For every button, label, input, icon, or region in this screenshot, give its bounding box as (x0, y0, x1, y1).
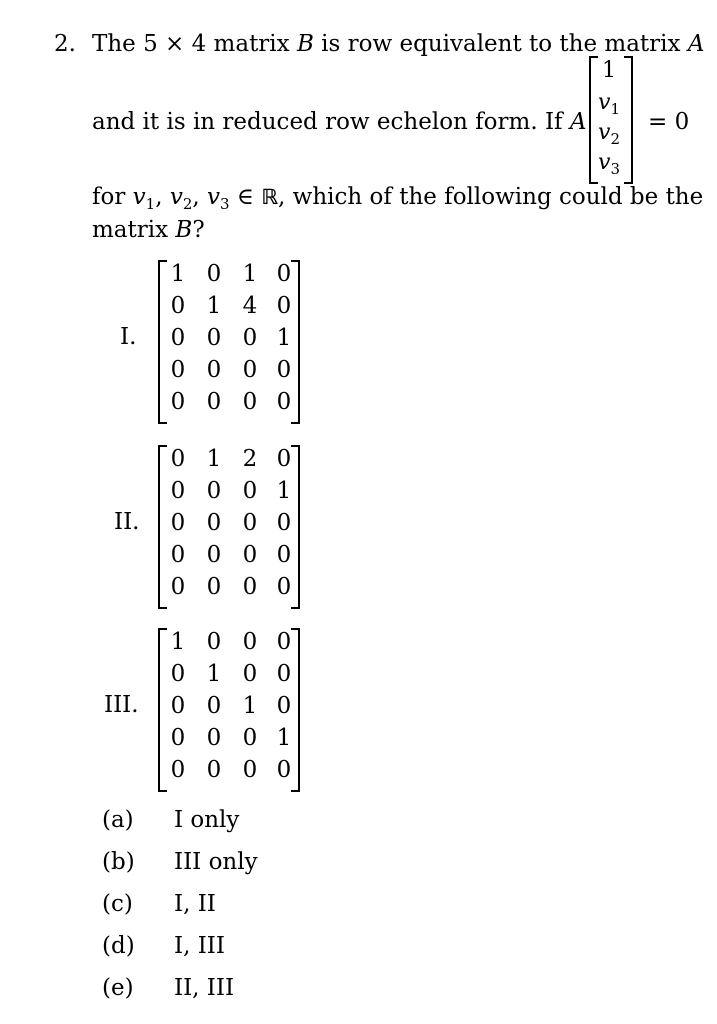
matrix-cell: 0 (276, 629, 292, 655)
vector-entry-1: 1 (602, 58, 616, 83)
matrix-cell: 0 (242, 357, 258, 383)
matrix-b-symbol: B (296, 31, 314, 57)
choice-d-letter[interactable]: (d) (102, 933, 135, 959)
matrix-cell: 0 (242, 757, 258, 783)
question-line-2 (92, 108, 587, 136)
matrix-cell: 0 (170, 446, 186, 472)
line2-text: and it is in reduced row echelon form. If (92, 109, 570, 135)
matrix-cell: 0 (170, 510, 186, 536)
choice-a-letter[interactable]: (a) (102, 807, 134, 833)
equals-zero: = 0 (648, 109, 690, 135)
matrix-cell: 0 (170, 478, 186, 504)
matrix-cell: 0 (276, 661, 292, 687)
matrix-cell: 0 (170, 357, 186, 383)
matrix-cell: 0 (276, 693, 292, 719)
matrix-cell: 0 (242, 325, 258, 351)
matrix-cell: 1 (276, 725, 292, 751)
matrix-cell: 1 (276, 478, 292, 504)
matrix-label-ii: II. (114, 509, 140, 535)
question-number: 2. (54, 31, 76, 57)
matrix-cell: 0 (206, 510, 222, 536)
vector-entry-v3: $v_3$ (598, 150, 620, 178)
matrix-cell: 0 (170, 542, 186, 568)
var-v1: $v_1$ (132, 184, 156, 213)
matrix-cell: 1 (276, 325, 292, 351)
question-line-4: matrix B? (92, 217, 205, 243)
matrix-cell: 0 (276, 510, 292, 536)
choice-c-letter[interactable]: (c) (102, 891, 133, 917)
matrix-cell: 0 (170, 389, 186, 415)
column-vector (589, 56, 629, 184)
matrix-i (158, 256, 300, 426)
matrix-a-symbol: A (687, 31, 705, 57)
vector-entry-v1: $v_1$ (598, 90, 620, 118)
vector-entry-v2: $v_2$ (598, 120, 620, 148)
question-line-1 (92, 30, 704, 58)
matrix-cell: 0 (242, 510, 258, 536)
matrix-cell: 0 (242, 478, 258, 504)
matrix-cell: 1 (206, 446, 222, 472)
matrix-cell: 0 (276, 389, 292, 415)
matrix-cell: 0 (276, 293, 292, 319)
matrix-cell: 0 (206, 757, 222, 783)
matrix-cell: 0 (206, 542, 222, 568)
matrix-cell: 0 (206, 261, 222, 287)
matrix-cell: 0 (206, 478, 222, 504)
matrix-cell: 1 (242, 261, 258, 287)
matrix-cell: 0 (170, 325, 186, 351)
matrix-cell: 0 (206, 325, 222, 351)
matrix-cell: 0 (170, 574, 186, 600)
matrix-label-i: I. (120, 324, 137, 350)
matrix-cell: 0 (206, 693, 222, 719)
real-numbers-symbol: ℝ (261, 185, 279, 209)
matrix-cell: 0 (170, 725, 186, 751)
matrix-cell: 0 (206, 357, 222, 383)
matrix-cell: 0 (170, 757, 186, 783)
question-line-3: for $v_1$, $v_2$, $v_3$ ∈ ℝ, which of the following could be the (92, 184, 704, 213)
matrix-cell: 0 (276, 261, 292, 287)
matrix-cell: 0 (242, 661, 258, 687)
matrix-cell: 0 (170, 693, 186, 719)
var-v3: $v_3$ (207, 184, 230, 213)
matrix-a-symbol-2: A (569, 109, 587, 135)
matrix-cell: 0 (276, 757, 292, 783)
choice-d-text[interactable]: I, III (174, 933, 225, 959)
matrix-cell: 1 (170, 629, 186, 655)
matrix-cell: 0 (206, 574, 222, 600)
var-v2: $v_2$ (169, 184, 193, 213)
matrix-cell: 0 (242, 574, 258, 600)
line1-text-b: is row equivalent to the matrix (313, 31, 688, 57)
choice-e-letter[interactable]: (e) (102, 975, 134, 1001)
matrix-cell: 0 (206, 389, 222, 415)
matrix-cell: 0 (170, 661, 186, 687)
matrix-cell: 0 (276, 357, 292, 383)
matrix-cell: 0 (276, 446, 292, 472)
matrix-cell: 1 (242, 693, 258, 719)
choice-b-letter[interactable]: (b) (102, 849, 135, 875)
choice-c-text[interactable]: I, II (174, 891, 216, 917)
matrix-b-symbol-2: B (175, 217, 193, 243)
matrix-cell: 0 (206, 725, 222, 751)
matrix-cell: 0 (242, 725, 258, 751)
choice-a-text[interactable]: I only (174, 807, 240, 833)
matrix-cell: 1 (206, 293, 222, 319)
matrix-label-iii: III. (104, 692, 139, 718)
choice-b-text[interactable]: III only (174, 849, 258, 875)
matrix-cell: 0 (276, 542, 292, 568)
matrix-ii (158, 441, 300, 611)
matrix-cell: 2 (242, 446, 258, 472)
matrix-cell: 0 (276, 574, 292, 600)
matrix-cell: 4 (242, 293, 258, 319)
matrix-cell: 0 (242, 629, 258, 655)
matrix-cell: 0 (242, 542, 258, 568)
matrix-cell: 1 (170, 261, 186, 287)
matrix-cell: 0 (170, 293, 186, 319)
matrix-iii (158, 624, 300, 794)
choice-e-text[interactable]: II, III (174, 975, 235, 1001)
matrix-cell: 0 (206, 629, 222, 655)
matrix-cell: 0 (242, 389, 258, 415)
matrix-cell: 1 (206, 661, 222, 687)
line1-text-a: The 5 × 4 matrix (92, 31, 297, 57)
